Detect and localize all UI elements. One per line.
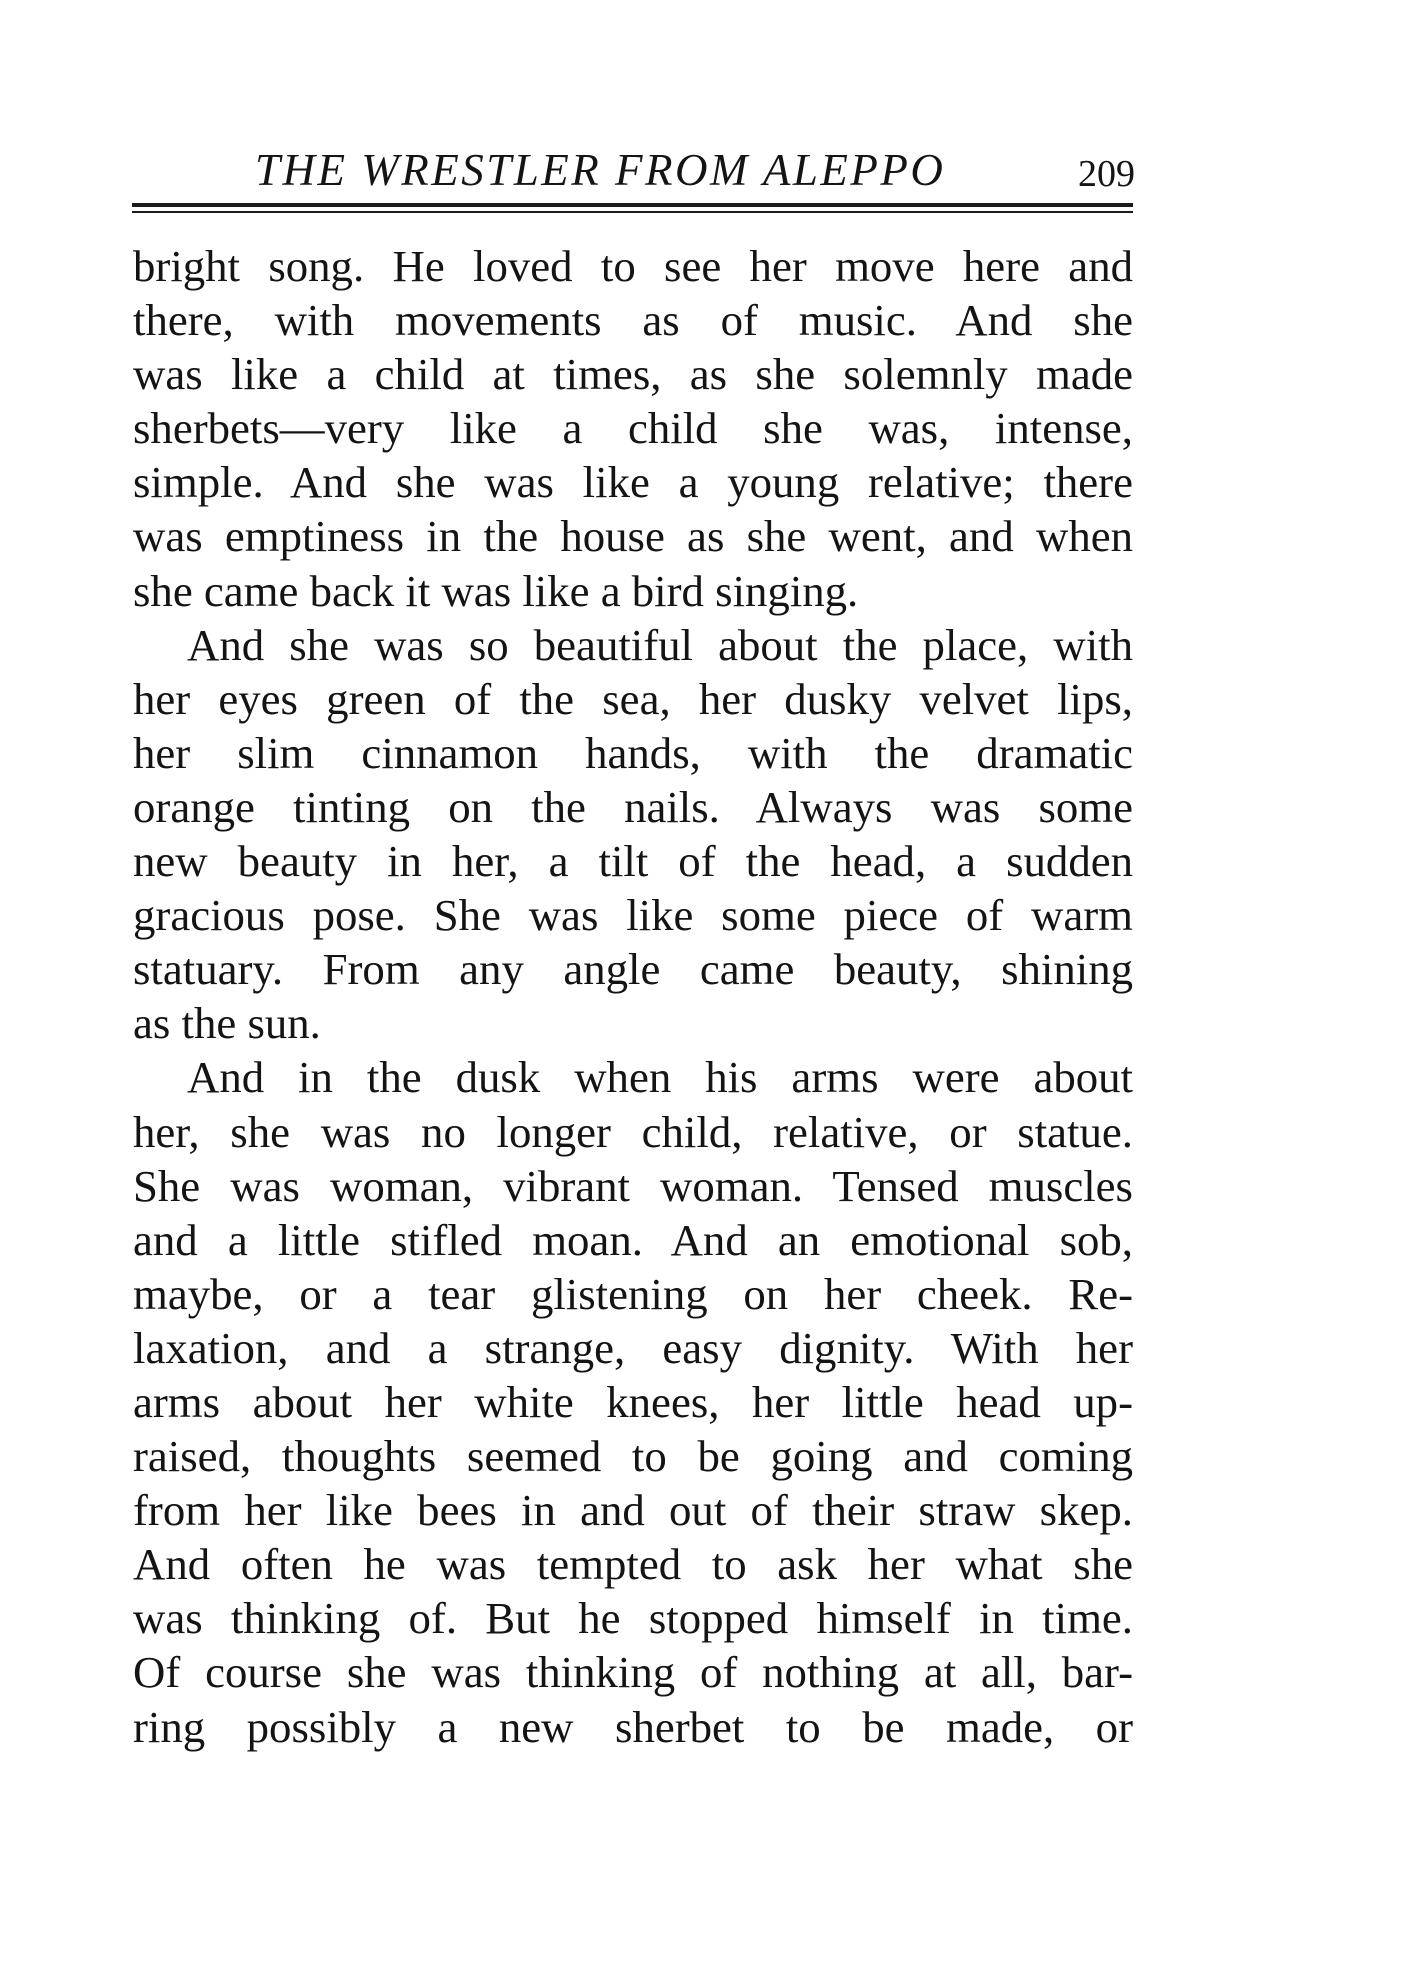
text-line: and a little stifled moan. And an emotional sob, <box>133 1214 1133 1265</box>
text-line: ring possibly a new sherbet to be made, or <box>133 1701 1133 1752</box>
text-line: was thinking of. But he stopped himself in time. <box>133 1593 1133 1644</box>
text-line: laxation, and a strange, easy dignity. With her <box>133 1322 1133 1373</box>
text-line: bright song. He loved to see her move here and <box>133 241 1133 291</box>
text-line: her slim cinnamon hands, with the dramatic <box>133 727 1133 778</box>
header-rule-thick <box>132 203 1133 207</box>
text-line: was like a child at times, as she solemnly made <box>133 349 1133 400</box>
text-line: statuary. From any angle came beauty, shining <box>133 944 1133 995</box>
body-text <box>133 239 1133 1754</box>
text-line: maybe, or a tear glistening on her cheek. Re- <box>133 1268 1133 1319</box>
running-title: THE WRESTLER FROM ALEPPO <box>255 145 946 195</box>
text-line: raised, thoughts seemed to be going and coming <box>133 1431 1133 1482</box>
text-line: sherbets—very like a child she was, intense, <box>133 403 1133 454</box>
text-line: Of course she was thinking of nothing at all, bar- <box>133 1647 1133 1698</box>
text-line: And often he was tempted to ask her what she <box>133 1539 1133 1590</box>
text-line: arms about her white knees, her little head up- <box>133 1376 1133 1427</box>
text-line: new beauty in her, a tilt of the head, a sudden <box>133 836 1133 887</box>
text-line: there, with movements as of music. And she <box>133 295 1133 346</box>
running-head <box>133 140 1133 200</box>
text-line: orange tinting on the nails. Always was some <box>133 781 1133 832</box>
text-line: as the sun. <box>133 998 321 1049</box>
page-number: 209 <box>1078 153 1135 195</box>
text-line: gracious pose. She was like some piece of warm <box>133 890 1133 941</box>
text-line: from her like bees in and out of their straw skep. <box>133 1485 1133 1536</box>
text-line: her eyes green of the sea, her dusky velvet lips, <box>133 673 1133 724</box>
text-line: And she was so beautiful about the place, with <box>187 619 1133 670</box>
header-rule-thin <box>132 211 1133 213</box>
text-line: simple. And she was like a young relative; there <box>133 457 1133 508</box>
text-line: her, she was no longer child, relative, or statue. <box>133 1106 1133 1157</box>
text-line: was emptiness in the house as she went, and when <box>133 511 1133 562</box>
text-line: she came back it was like a bird singing. <box>133 565 859 616</box>
text-line: And in the dusk when his arms were about <box>187 1052 1133 1103</box>
text-line: She was woman, vibrant woman. Tensed muscles <box>133 1160 1133 1211</box>
